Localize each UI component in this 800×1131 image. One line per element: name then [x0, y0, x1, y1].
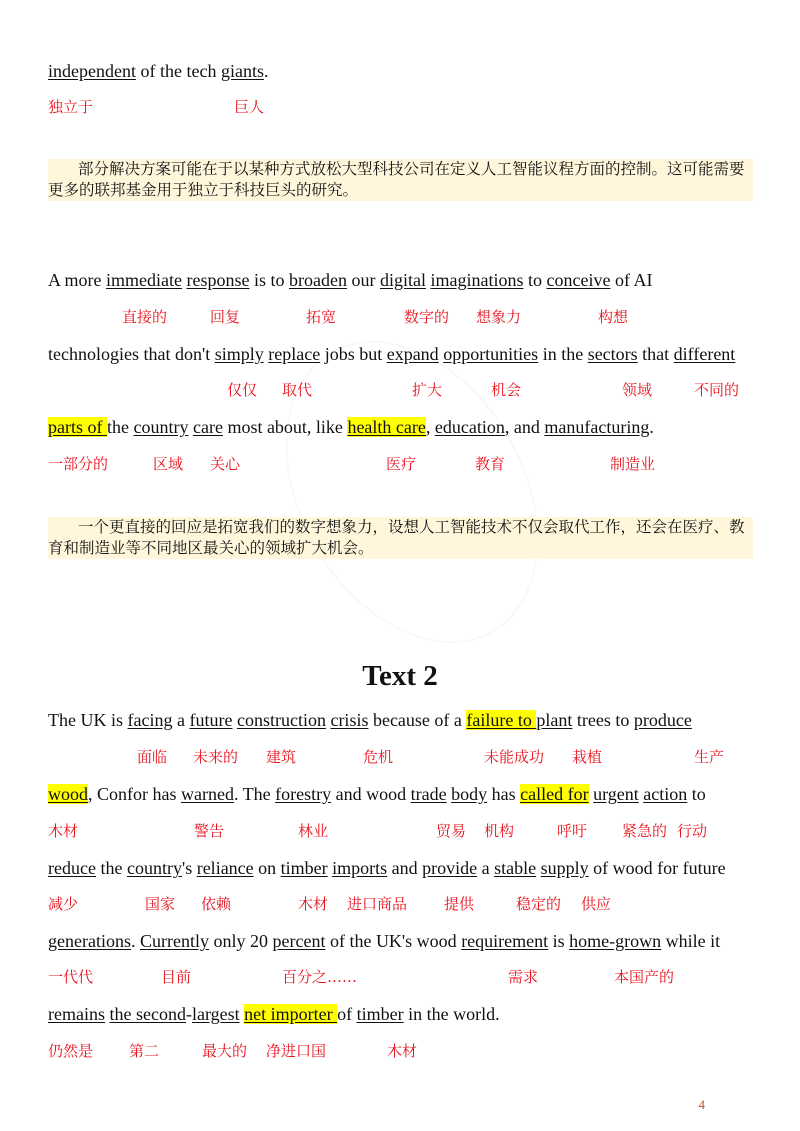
gloss: 取代: [282, 381, 313, 399]
gloss: 进口商品: [347, 895, 408, 913]
gloss: 危机: [363, 748, 394, 766]
gloss: 独立于: [48, 98, 94, 116]
gloss: 木材: [48, 822, 79, 840]
gloss: 目前: [161, 968, 192, 986]
gloss: 栽植: [572, 748, 603, 766]
gloss: 生产: [694, 748, 725, 766]
gloss: 一部分的: [48, 455, 109, 473]
english-line-2: A more immediate response is to broaden our digital imaginations to conceive of AI: [48, 270, 653, 290]
gloss: 木材: [298, 895, 329, 913]
gloss: 依赖: [201, 895, 232, 913]
gloss: 林业: [298, 822, 329, 840]
english-line-3: technologies that don't simply replace jobs but expand opportunities in the sectors that different: [48, 344, 736, 364]
gloss: 仅仅: [227, 381, 258, 399]
gloss: 区域: [153, 455, 184, 473]
gloss: 净进口国: [266, 1042, 327, 1060]
gloss: 数字的: [404, 308, 450, 326]
gloss: 行动: [677, 822, 708, 840]
gloss: 本国产的: [614, 968, 675, 986]
english-line-5: The UK is facing a future construction crisis because of a failure to plant trees to produce: [48, 710, 692, 730]
gloss: 构想: [598, 308, 629, 326]
gloss: 制造业: [610, 455, 656, 473]
gloss: 百分之……: [282, 968, 358, 986]
english-line-4: parts of the country care most about, like health care, education, and manufacturing.: [48, 417, 654, 437]
gloss: 紧急的: [622, 822, 668, 840]
gloss: 国家: [145, 895, 176, 913]
gloss: 供应: [581, 895, 612, 913]
gloss: 扩大: [412, 381, 443, 399]
english-line-1: independent of the tech giants.: [48, 61, 269, 81]
gloss: 提供: [444, 895, 475, 913]
english-line-7: reduce the country's reliance on timber imports and provide a stable supply of wood for future: [48, 858, 726, 878]
gloss: 想象力: [476, 308, 522, 326]
gloss: 关心: [210, 455, 241, 473]
gloss: 拓宽: [306, 308, 337, 326]
english-line-6: wood, Confor has warned. The forestry and wood trade body has called for urgent action to: [48, 784, 706, 804]
section-title: Text 2: [362, 660, 438, 692]
gloss: 仍然是: [48, 1042, 94, 1060]
gloss: 机会: [491, 381, 522, 399]
gloss: 机构: [484, 822, 515, 840]
gloss: 一代代: [48, 968, 94, 986]
chinese-translation-2: 一个更直接的回应是拓宽我们的数字想象力，设想人工智能技术不仅会取代工作，还会在医疗、教育和制造业等不同地区最关心的领域扩大机会。: [48, 517, 753, 559]
gloss: 贸易: [436, 822, 467, 840]
page-number: 4: [698, 1097, 705, 1112]
gloss: 第二: [129, 1042, 160, 1060]
gloss: 呼吁: [557, 822, 588, 840]
gloss: 教育: [475, 455, 506, 473]
gloss: 未来的: [193, 748, 239, 766]
gloss: 木材: [387, 1042, 418, 1060]
gloss: 减少: [48, 895, 79, 913]
gloss: 需求: [508, 968, 539, 986]
gloss: 未能成功: [484, 748, 545, 766]
english-line-8: generations. Currently only 20 percent of the UK's wood requirement is home-grown while it: [48, 931, 721, 951]
gloss: 医疗: [386, 455, 417, 473]
chinese-translation-1: 部分解决方案可能在于以某种方式放松大型科技公司在定义人工智能议程方面的控制。这可能需要更多的联邦基金用于独立于科技巨头的研究。: [48, 159, 753, 201]
english-line-9: remains the second-largest net importer of timber in the world.: [48, 1004, 500, 1024]
gloss: 领域: [622, 381, 653, 399]
gloss: 最大的: [202, 1042, 248, 1060]
gloss: 直接的: [122, 308, 168, 326]
gloss: 警告: [194, 822, 225, 840]
gloss: 巨人: [234, 98, 265, 116]
gloss: 稳定的: [516, 895, 562, 913]
gloss: 建筑: [266, 748, 297, 766]
gloss: 不同的: [694, 381, 740, 399]
gloss: 面临: [137, 748, 168, 766]
gloss: 回复: [210, 308, 241, 326]
